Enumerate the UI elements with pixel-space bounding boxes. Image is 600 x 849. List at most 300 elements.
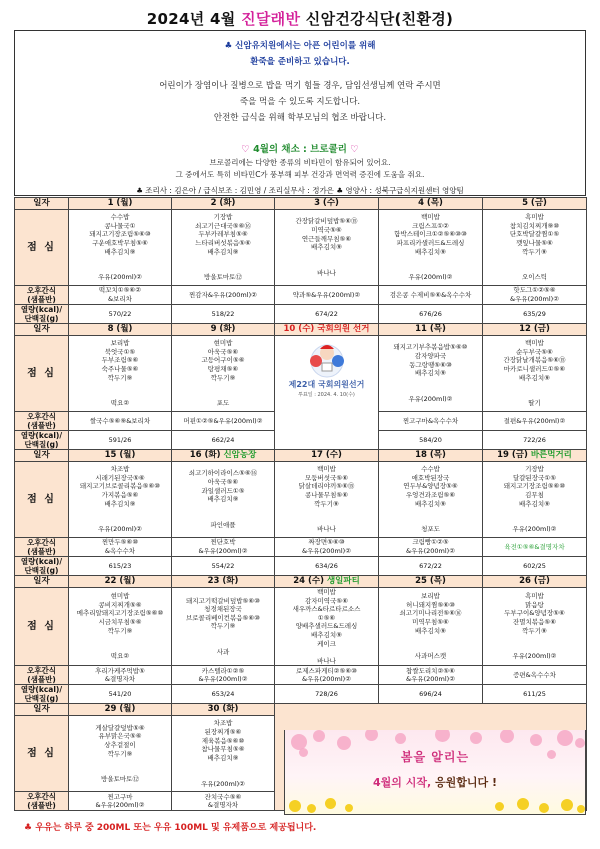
snack-menu	[172, 412, 275, 431]
menu-item	[484, 517, 585, 526]
menu-item: 로제스파게티②⑤⑥⑩	[296, 666, 357, 675]
blossom-icon	[365, 730, 378, 741]
menu-item: 짜장면⑤⑥⑩	[308, 538, 345, 547]
menu-item: 순두부국⑤⑥	[516, 347, 553, 356]
lunch-menu	[275, 210, 379, 286]
menu-item: 차조밥	[110, 465, 130, 474]
menu-item: 배추김치⑨	[415, 247, 446, 256]
election-name: 제22대 국회의원선거	[288, 380, 365, 389]
menu-item	[276, 508, 377, 517]
menu-item	[276, 517, 377, 526]
blossom-icon	[557, 730, 573, 746]
menu-item	[173, 256, 273, 265]
label-line: 열량(kcal)/	[20, 557, 63, 566]
yellow-flower-icon	[325, 798, 336, 809]
snack-menu	[483, 666, 587, 685]
lunch-menu	[275, 588, 379, 666]
menu-item: 포도	[216, 399, 230, 408]
menu-item: 배추김치⑨	[415, 499, 446, 508]
snack-menu	[379, 538, 483, 557]
label-line: 오후간식	[27, 792, 56, 802]
menu-item: 탕평채⑤⑥	[207, 364, 239, 373]
menu-item: 우유(200ml)②	[200, 779, 245, 788]
day-header: 4 (목)	[379, 198, 483, 210]
menu-item: 흑미밥	[525, 213, 544, 222]
blossom-icon	[395, 733, 406, 744]
menu-item: 사과	[216, 648, 230, 657]
kcal-value: 615/23	[69, 557, 172, 576]
kcal-value: 634/26	[275, 557, 379, 576]
day-event: 생일파티	[326, 576, 360, 586]
menu-item: 찹쌀도리치②⑤⑥	[406, 666, 455, 675]
menu-item: &결명자차	[104, 675, 136, 684]
menu-item: 수수밥	[110, 213, 130, 222]
menu-item: 백미밥	[421, 213, 440, 222]
menu-item: 배추김치⑨	[104, 499, 136, 508]
label-line: 일자	[33, 450, 50, 460]
lunch-menu	[69, 716, 172, 792]
label-line: 일자	[33, 198, 50, 208]
label-line: 일자	[33, 324, 50, 334]
lunch-label	[15, 210, 69, 286]
yellow-flower-icon	[517, 798, 529, 810]
menu-item: 크림빵①②⑤	[412, 538, 449, 547]
lunch-label	[15, 716, 69, 792]
day-event: 신암농장	[223, 450, 257, 460]
menu-item: &우유(200ml)②	[95, 801, 145, 810]
menu-item: &우유(200ml)②	[405, 547, 456, 555]
snack-label	[15, 286, 69, 305]
day-header: 8 (월)	[69, 324, 172, 336]
menu-item	[70, 635, 170, 644]
menu-item: 현미밥	[213, 339, 233, 348]
menu-item: 깻잎나물⑤⑥	[516, 238, 553, 247]
menu-item	[380, 378, 481, 387]
lunch-menu	[379, 210, 483, 286]
club-icon: ♣	[224, 41, 233, 51]
label-line: 오후간식	[27, 666, 56, 676]
menu-item: &보리차	[108, 295, 132, 303]
week-header-row	[15, 324, 587, 336]
day-date: 10 (수)	[283, 324, 318, 334]
day-header: 25 (목)	[379, 576, 483, 588]
menu-item: 유부맑은국⑤⑥	[98, 732, 142, 741]
notice-line-1: ♣ 신암유치원에서는 아픈 어린이를 위해	[224, 41, 376, 51]
menu-item: 참치김치찌개⑨⑩	[509, 221, 560, 230]
snack-menu	[483, 412, 587, 431]
menu-item: 모둠버섯국⑤⑥	[304, 473, 349, 482]
menu-item: 잔멸치볶음⑤⑥	[512, 618, 557, 627]
day-date: 24 (수)	[293, 576, 327, 586]
blossom-icon	[435, 730, 450, 742]
menu-item: 배추김치⑨	[415, 369, 446, 378]
label-line: (샘플반)	[27, 421, 56, 430]
week-header-row	[15, 450, 587, 462]
kcal-value: 591/26	[69, 431, 172, 450]
menu-item: 깍두기⑨	[522, 626, 547, 635]
menu-item: 느타리버섯볶음⑤⑥	[195, 238, 251, 247]
snack-row	[15, 538, 587, 557]
menu-item: 깍두기⑨	[210, 373, 236, 382]
menu-item	[70, 508, 170, 517]
lunch-row	[15, 462, 587, 538]
banner-line-1: 봄을 알리는	[400, 750, 470, 764]
kcal-value: 676/26	[379, 305, 483, 324]
kcal-value: 653/24	[172, 685, 275, 704]
menu-item: 돼지고기부추볶음밥⑤⑥⑩	[393, 343, 468, 352]
lunch-menu	[69, 462, 172, 538]
day-header: 5 (금)	[483, 198, 587, 210]
title-prefix: 2024년 4월	[146, 10, 242, 28]
menu-item: 흑미밥	[525, 592, 544, 601]
yellow-flower-icon	[577, 805, 585, 813]
snack-label	[15, 412, 69, 431]
menu-item: 증편&옥수수차	[513, 671, 556, 680]
menu-item: 기장밥	[525, 465, 544, 474]
lunch-menu	[379, 462, 483, 538]
notice-para-2: 죽을 먹을 수 있도록 지도합니다.	[239, 97, 361, 107]
snack-menu	[172, 792, 275, 811]
menu-item: 검은콩 수제비⑤⑥&옥수수차	[389, 290, 472, 299]
kcal-value: 696/24	[379, 685, 483, 704]
menu-item: 딸기	[528, 399, 541, 408]
snack-row	[15, 666, 587, 685]
menu-item	[70, 265, 170, 274]
menu-item	[484, 391, 585, 400]
menu-item: 파인애플	[210, 520, 236, 529]
menu-item: 된장찌개⑤⑥	[204, 728, 242, 737]
menu-item: 배추김치⑨	[519, 373, 550, 382]
menu-item: 쇠고기근대국⑤⑥⑯	[195, 221, 251, 230]
lunch-menu	[172, 716, 275, 792]
election-notice	[276, 339, 377, 450]
menu-item: 시금치무침⑤⑥	[98, 618, 142, 627]
lunch-menu	[172, 588, 275, 666]
menu-item: 쇠고기하이라이스⑤⑥⑯	[188, 469, 258, 478]
menu-item: 연두부&양념장⑤⑥	[403, 482, 458, 491]
menu-item	[484, 635, 585, 644]
menu-item: 두부조림⑤⑥	[101, 356, 139, 365]
kcal-row	[15, 685, 587, 704]
menu-item	[173, 762, 273, 771]
menu-item: 수수밥	[421, 465, 440, 474]
kcal-label	[15, 431, 69, 450]
menu-item: 제육볶음⑤⑥⑩	[201, 736, 245, 745]
kcal-value: 570/22	[69, 305, 172, 324]
kcal-row	[15, 557, 587, 576]
menu-item: 백미밥	[525, 339, 544, 348]
label-line: 점 심	[27, 621, 56, 633]
date-label	[15, 324, 69, 336]
staff-line: ♣ 조리사 : 김은아 / 급식보조 : 김민영 / 조리실무사 : 정가은 ♣ 영양사 : 성북구급식지원센터 영양팀	[136, 186, 464, 195]
menu-item: &우유(200ml)②	[301, 675, 352, 684]
label-line: 열량(kcal)/	[20, 305, 63, 314]
menu-item: 돼지고기떡갈비덮밥⑤⑥⑩	[186, 596, 260, 605]
lunch-menu	[379, 588, 483, 666]
blossom-icon	[575, 738, 585, 748]
menu-item: 파프리카샐러드&드레싱	[396, 238, 465, 247]
menu-item	[276, 252, 377, 261]
lunch-label	[15, 588, 69, 666]
day-event: 국회의원 선거	[317, 324, 370, 334]
menu-item: 보리밥	[110, 339, 130, 348]
day-date: 19 (금)	[497, 450, 531, 460]
lunch-menu	[483, 336, 587, 412]
menu-item: 후리가케주먹밥⑤	[95, 666, 145, 675]
spring-banner	[284, 730, 586, 815]
menu-item: 육전①⑤⑥&결명자차	[504, 542, 565, 551]
menu-item	[380, 508, 481, 517]
snack-menu	[275, 538, 379, 557]
menu-item: 콩나물국①	[104, 221, 136, 230]
date-label	[15, 576, 69, 588]
snack-label	[15, 538, 69, 557]
label-line: 오후간식	[27, 538, 56, 547]
snack-menu	[379, 412, 483, 431]
label-line: 열량(kcal)/	[20, 431, 63, 440]
kcal-value: 662/24	[172, 431, 275, 450]
menu-item: 허니돼지찜⑤⑥⑩	[406, 600, 455, 609]
blossom-icon	[500, 730, 514, 743]
blossom-icon	[313, 730, 325, 742]
menu-item: 크림스프①②	[412, 221, 449, 230]
menu-item: 백미밥	[317, 465, 336, 474]
kcal-value: 674/22	[275, 305, 379, 324]
menu-item: 케이크	[317, 639, 336, 648]
date-label	[15, 704, 69, 716]
day-header: 23 (화)	[172, 576, 275, 588]
label-line: 오후간식	[27, 412, 56, 421]
snack-menu	[69, 286, 172, 305]
menu-item: 우유(200ml)②	[408, 394, 453, 403]
menu-item: 구운애호박무침⑤⑥	[92, 238, 148, 247]
snack-menu	[69, 792, 172, 811]
heart-icon: ♡	[350, 144, 359, 155]
menu-item: 깍두기⑨	[210, 622, 236, 631]
snack-menu	[69, 412, 172, 431]
menu-item: 떡요②	[110, 652, 130, 661]
label-line: (샘플반)	[27, 547, 56, 556]
vegetable-of-month: ♡ 4월의 채소 : 브로콜리 ♡	[241, 144, 359, 155]
menu-item: 바나나	[317, 656, 336, 665]
menu-item	[484, 382, 585, 391]
snack-menu	[69, 538, 172, 557]
lunch-label	[15, 462, 69, 538]
menu-item: 카스텔라①②⑤	[201, 666, 245, 675]
menu-item: 우유(200ml)②	[97, 273, 142, 282]
snack-row	[15, 286, 587, 305]
menu-item: 새우까스&타르타르소스	[292, 605, 361, 614]
menu-item: 배추김치⑨	[311, 243, 342, 252]
day-header	[483, 450, 587, 462]
menu-item: 기장밥	[213, 213, 233, 222]
menu-item: 달걀된장국①⑤	[512, 473, 557, 482]
day-header: 30 (화)	[172, 704, 275, 716]
menu-item	[173, 771, 273, 780]
kcal-label	[15, 305, 69, 324]
blossom-icon	[470, 732, 482, 744]
notice-box	[14, 30, 586, 196]
lunch-menu	[483, 210, 587, 286]
menu-item: 배추김치⑨	[415, 626, 446, 635]
menu-item: 감자양파국	[414, 352, 447, 361]
snack-menu	[172, 666, 275, 685]
day-header: 1 (월)	[69, 198, 172, 210]
snack-menu	[379, 666, 483, 685]
menu-item: 바나나	[317, 525, 336, 534]
date-label	[15, 198, 69, 210]
menu-item: 배추김치⑨	[207, 247, 239, 256]
day-header: 29 (월)	[69, 704, 172, 716]
menu-item: 떡요②	[110, 399, 130, 408]
lunch-menu	[379, 336, 483, 412]
week-header-row	[15, 704, 587, 716]
menu-item: 떡꼬치①⑤⑥②	[98, 286, 142, 295]
lunch-menu	[483, 462, 587, 538]
menu-item: 배추김치⑨	[207, 495, 239, 504]
kcal-label	[15, 685, 69, 704]
label-line: 점 심	[27, 748, 56, 760]
menu-item: &결명자차	[207, 801, 239, 810]
menu-item: 콩나물무침⑤⑥	[304, 490, 349, 499]
menu-item: &옥수수차	[104, 547, 136, 555]
day-header: 22 (월)	[69, 576, 172, 588]
snack-menu	[483, 286, 587, 305]
menu-item: 상추겉절이	[104, 740, 136, 749]
menu-item	[173, 631, 273, 640]
menu-item: 쌀국수⑤⑥⑨&보리차	[89, 416, 151, 425]
title-class-name: 진달래반	[241, 10, 301, 28]
menu-table	[14, 197, 587, 811]
menu-item: 고등어구이⑤⑥	[201, 356, 245, 365]
menu-item	[276, 260, 377, 269]
menu-item: 보리밥	[421, 592, 440, 601]
menu-item: 차조밥	[213, 719, 233, 728]
menu-item: 머핀①②⑤&우유(200ml)②	[183, 416, 263, 425]
menu-item	[484, 265, 585, 274]
day-header: 11 (목)	[379, 324, 483, 336]
menu-item: 현미밥	[110, 592, 130, 601]
vegetable-desc-1: 브로콜리에는 다양한 종류의 비타민이 함유되어 있어요.	[209, 158, 391, 167]
menu-item: 방울토마토⑫	[204, 273, 242, 282]
menu-item: 쇠고기미나리전⑤⑥⑯	[399, 609, 462, 618]
yellow-flower-icon	[539, 803, 549, 813]
menu-item: 찐만두⑤⑥⑩	[101, 538, 139, 547]
menu-item	[70, 256, 170, 265]
lunch-menu	[69, 336, 172, 412]
menu-item	[380, 265, 481, 274]
menu-item: 두부구이&양념장⑤⑥	[504, 609, 565, 618]
menu-item	[70, 391, 170, 400]
menu-item: 방울토마토⑫	[101, 775, 139, 784]
lunch-menu	[172, 462, 275, 538]
menu-item	[70, 517, 170, 526]
banner-line-2: 4월의 시작, 응원합니다 !	[373, 776, 497, 789]
menu-item: &우유(200ml)②	[405, 675, 456, 684]
menu-item: &우유(200ml)②	[301, 547, 352, 555]
menu-item: 감자미역국⑤⑥	[304, 596, 349, 605]
menu-item: 단호박달걀찜①⑤	[509, 230, 560, 239]
label-line: 점 심	[27, 494, 56, 505]
lunch-menu	[69, 210, 172, 286]
menu-item: 동그랑땡⑤⑥⑩	[409, 360, 452, 369]
menu-item	[484, 508, 585, 517]
kcal-value: 584/20	[379, 431, 483, 450]
menu-item: 우유(200ml)②	[97, 525, 142, 534]
menu-item: 맑음탕	[525, 600, 544, 609]
menu-item: 북엇국①⑤	[104, 347, 136, 356]
kcal-value: 722/26	[483, 431, 587, 450]
menu-item: ①⑤⑥	[317, 613, 336, 622]
date-label	[15, 450, 69, 462]
menu-item: 우유(200ml)②	[408, 273, 453, 282]
menu-item: 아욱국⑤⑥	[207, 347, 239, 356]
lunch-row	[15, 336, 587, 412]
menu-item	[484, 256, 585, 265]
kcal-value: 728/26	[275, 685, 379, 704]
notice-para-1: 어린이가 장염이나 질병으로 밥을 먹기 힘들 경우, 담임선생님께 연락 주시면	[159, 81, 441, 91]
menu-item: 돼지고기장조림⑤⑥⑩	[503, 482, 566, 491]
election-date: 투표일 : 2024. 4. 10(수)	[298, 391, 355, 398]
menu-item: 과일샐러드①⑤	[201, 486, 245, 495]
menu-item: 김무침	[525, 490, 544, 499]
menu-item: 참나물무침⑤⑥	[201, 745, 245, 754]
menu-item: 깍두기⑨	[107, 626, 133, 635]
menu-item: 찐고구마&옥수수차	[402, 416, 459, 425]
menu-item	[484, 644, 585, 653]
menu-item: 돼지고기브로콜리볶음⑤⑥⑩	[79, 482, 161, 491]
snack-menu	[69, 666, 172, 685]
menu-item: 간장닭날개볶음⑤⑥⑮	[503, 356, 566, 365]
menu-item	[276, 648, 377, 657]
vegetable-desc-2: 그 중에서도 특히 비타민C가 풍부해 피부 건강과 면역력 증진에 도움을 줘요.	[175, 170, 425, 179]
label-line: 열량(kcal)/	[20, 685, 63, 695]
kcal-label	[15, 557, 69, 576]
menu-item: 콩비지찌개⑤⑥	[98, 600, 142, 609]
notice-line-2: 환죽을 준비하고 있습니다.	[250, 57, 350, 67]
menu-item: 두부카레부침⑤⑥	[198, 230, 248, 239]
menu-item: 게살달걀덮밥⑤⑥	[95, 723, 145, 732]
week-header-row	[15, 576, 587, 588]
yellow-flower-icon	[561, 799, 573, 811]
label-line: 단백질(g)	[24, 314, 59, 323]
menu-item: 잔치국수⑤⑥	[204, 792, 242, 801]
snack-menu	[172, 538, 275, 557]
menu-item: 찐단호박	[210, 538, 236, 547]
menu-item: 우엉견과조림⑤⑥	[405, 490, 456, 499]
kcal-row	[15, 305, 587, 324]
menu-item: 아욱국⑤⑥	[207, 478, 239, 487]
menu-item: 배추김치⑨	[311, 630, 342, 639]
menu-item: 배추김치⑨	[519, 499, 550, 508]
menu-item: 함박스테이크①②⑤⑥⑩⑩	[394, 230, 467, 239]
snack-menu	[172, 286, 275, 305]
day-header: 15 (월)	[69, 450, 172, 462]
lunch-menu	[172, 210, 275, 286]
label-line: 단백질(g)	[24, 440, 59, 449]
week-header-row	[15, 198, 587, 210]
menu-item: &우유(200ml)②	[509, 295, 560, 303]
lunch-menu	[483, 588, 587, 666]
day-header	[275, 576, 379, 588]
menu-item	[173, 640, 273, 649]
menu-item: 사과머스캣	[414, 652, 447, 661]
menu-item	[173, 512, 273, 521]
menu-item: 깍두기⑨	[107, 749, 133, 758]
kcal-value: 554/22	[172, 557, 275, 576]
menu-item: 브로콜리베이컨볶음⑤⑥⑩	[186, 613, 260, 622]
snack-menu	[275, 666, 379, 685]
